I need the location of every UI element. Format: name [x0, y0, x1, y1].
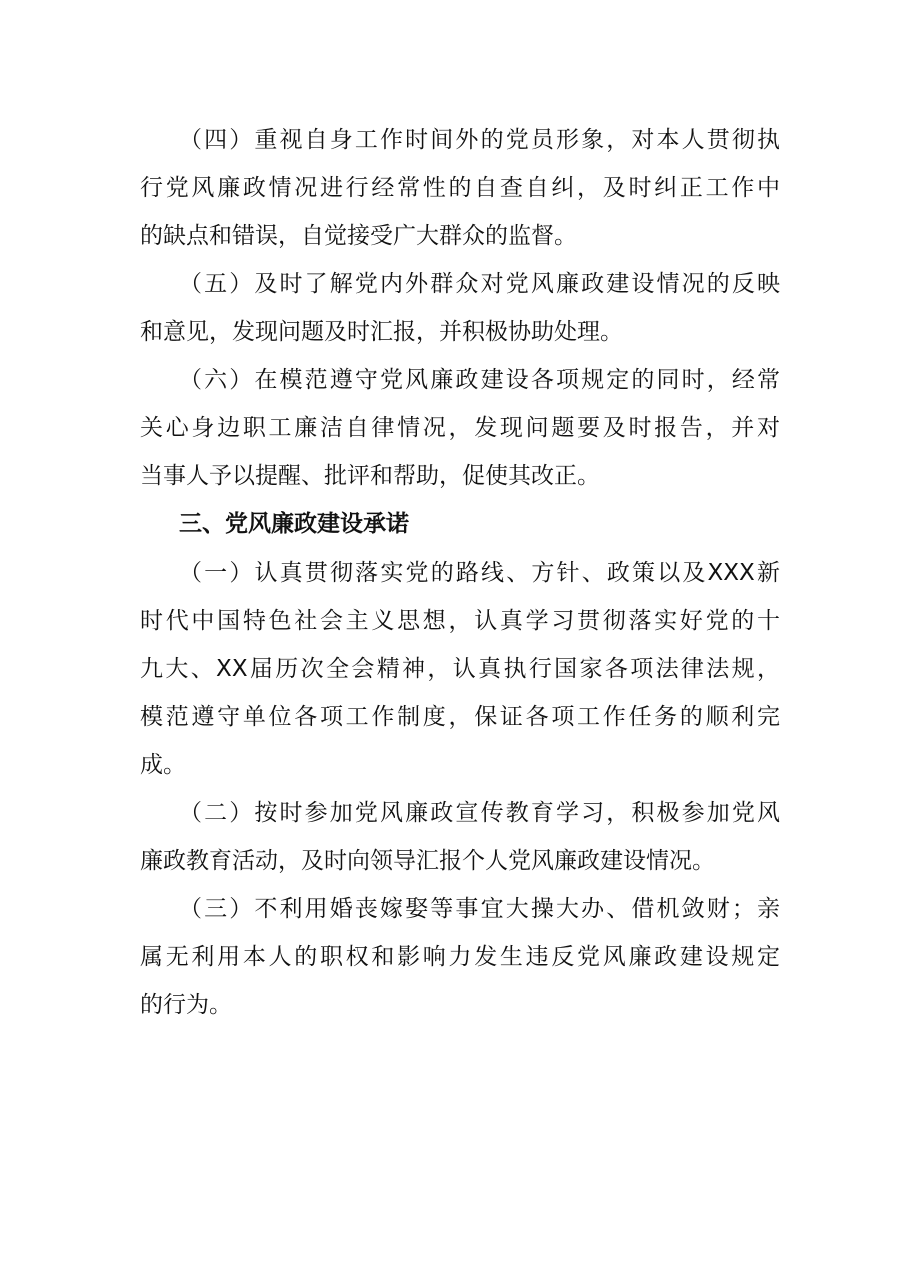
paragraph-line: 和意见，发现问题及时汇报，并积极协助处理。 — [140, 319, 623, 345]
section-heading: 三、党风廉政建设承诺 — [179, 511, 409, 537]
paragraph-line: 时代中国特色社会主义思想，认真学习贯彻落实好党的十 — [140, 608, 780, 634]
paragraph-line: （二）按时参加党风廉政宣传教育学习，积极参加党风 — [179, 800, 780, 826]
paragraph-line: （六）在模范遵守党风廉政建设各项规定的同时，经常 — [179, 367, 780, 393]
paragraph-line: 的行为。 — [140, 992, 232, 1018]
paragraph-line: 行党风廉政情况进行经常性的自查自纠，及时纠正工作中 — [140, 175, 780, 201]
paragraph-line: （五）及时了解党内外群众对党风廉政建设情况的反映 — [179, 271, 780, 297]
paragraph-line: 成。 — [140, 752, 186, 778]
paragraph-line: （四）重视自身工作时间外的党员形象，对本人贯彻执 — [179, 127, 780, 153]
paragraph-line: （三）不利用婚丧嫁娶等事宜大操大办、借机敛财；亲 — [179, 896, 780, 922]
paragraph-line: 关心身边职工廉洁自律情况，发现问题要及时报告，并对 — [140, 415, 780, 441]
paragraph-line: （一）认真贯彻落实党的路线、方针、政策以及XXX新 — [179, 560, 780, 586]
paragraph-line: 九大、XX届历次全会精神，认真执行国家各项法律法规， — [140, 656, 780, 682]
paragraph-line: 廉政教育活动，及时向领导汇报个人党风廉政建设情况。 — [140, 848, 715, 874]
paragraph-line: 的缺点和错误，自觉接受广大群众的监督。 — [140, 223, 577, 249]
paragraph-line: 当事人予以提醒、批评和帮助，促使其改正。 — [140, 463, 600, 489]
paragraph-line: 模范遵守单位各项工作制度，保证各项工作任务的顺利完 — [140, 704, 780, 730]
paragraph-line: 属无利用本人的职权和影响力发生违反党风廉政建设规定 — [140, 944, 780, 970]
